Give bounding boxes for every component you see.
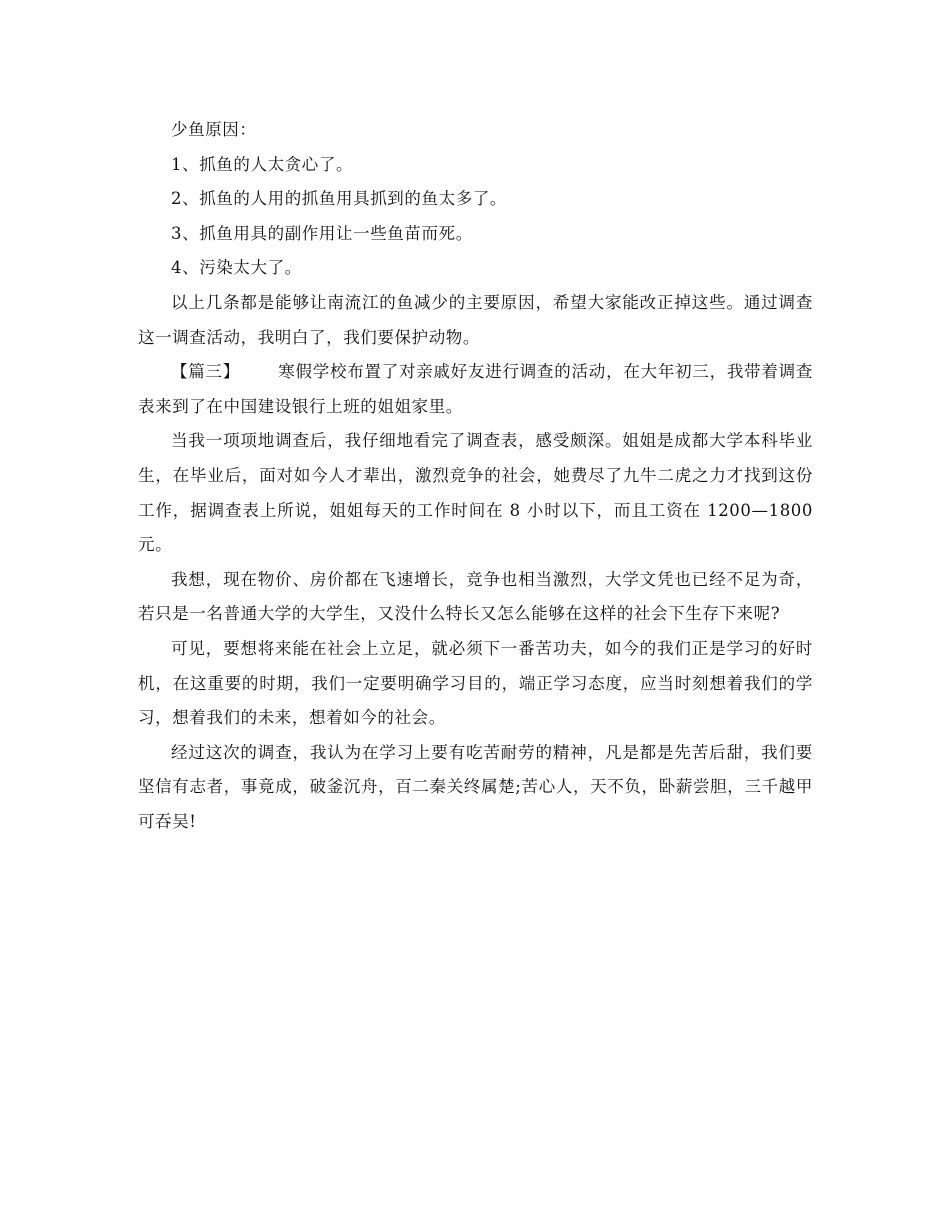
paragraph-body-3: 可见，要想将来能在社会上立足，就必须下一番苦功夫，如今的我们正是学习的好时机，在这重要的时期，我们一定要明确学习目的，端正学习态度，应当时刻想着我们的学习，想着我们的未来，想着如今的社会。 bbox=[138, 638, 813, 728]
paragraph-reason-1: 1、抓鱼的人太贪心了。 bbox=[171, 154, 354, 174]
paragraph-conclusion: 以上几条都是能够让南流江的鱼减少的主要原因，希望大家能改正掉这些。通过调查这一调查活动，我明白了，我们要保护动物。 bbox=[138, 292, 813, 347]
paragraph-chapter-three bbox=[138, 355, 813, 424]
chapter-intro-text: 寒假学校布置了对亲戚好友进行调查的活动，在大年初三，我带着调查表来到了在中国建设银行上班的姐姐家里。 bbox=[138, 362, 813, 416]
paragraph-body-4: 经过这次的调查，我认为在学习上要有吃苦耐劳的精神，凡是都是先苦后甜，我们要坚信有志者，事竟成，破釜沉舟，百二秦关终属楚;苦心人，天不负，卧薪尝胆，三千越甲可吞吴! bbox=[138, 742, 813, 831]
paragraph-body-1: 当我一项项地调查后，我仔细地看完了调查表，感受颇深。姐姐是成都大学本科毕业生，在毕业后，面对如今人才辈出，激烈竞争的社会，她费尽了九牛二虎之力才找到这份工作，据调查表上所说，姐姐每天的工作时间在 8 小时以下，而且工资在 1200—1800 元。 bbox=[138, 431, 813, 555]
chapter-tag: 【篇三】 bbox=[171, 362, 241, 382]
paragraph-body-2: 我想，现在物价、房价都在飞速增长，竞争也相当激烈，大学文凭也已经不足为奇，若只是一名普通大学的大学生，又没什么特长又怎么能够在这样的社会下生存下来呢? bbox=[138, 569, 813, 624]
document-page bbox=[138, 113, 813, 839]
paragraph-reason-4: 4、污染太大了。 bbox=[171, 258, 302, 278]
paragraph-reason-2: 2、抓鱼的人用的抓鱼用具抓到的鱼太多了。 bbox=[171, 189, 507, 209]
paragraph-reason-3: 3、抓鱼用具的副作用让一些鱼苗而死。 bbox=[171, 223, 473, 243]
paragraph-reasons-heading: 少鱼原因： bbox=[171, 120, 257, 139]
